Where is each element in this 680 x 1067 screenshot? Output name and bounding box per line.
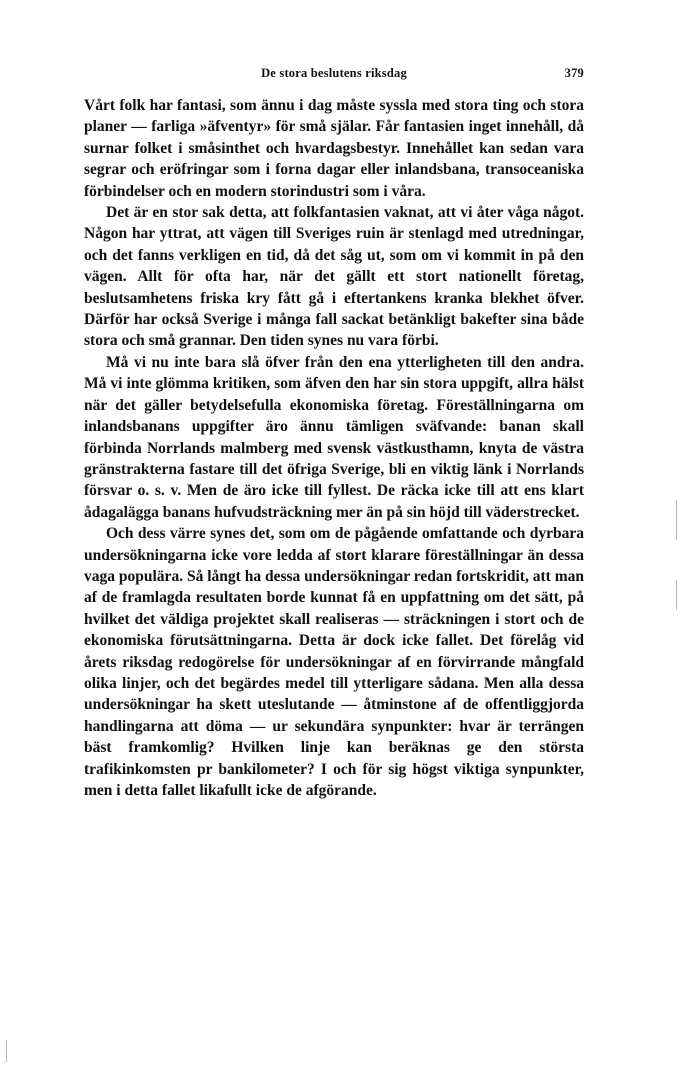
paragraph-2: Det är en stor sak detta, att folkfantasien vaknat, att vi åter våga något. Någon har yttrat, att vägen till Sveriges ruin är stenlagd med utredningar, och det fanns verkligen en tid, då det såg ut, som om vi kommit in på den vägen. Allt för ofta har, när det gällt ett stort nationellt företag, beslutsamhetens friska kry fått gå i eftertankens kranka blekhet öfver. Därför har också Sverige i många fall sackat betänkligt bakefter sina både stora och små grannar. Den tiden synes nu vara förbi. — [84, 204, 584, 350]
page-number: 379 — [564, 66, 584, 80]
scan-edge-mark — [676, 500, 677, 540]
running-title: De stora beslutens riksdag — [261, 66, 407, 80]
running-head — [84, 66, 584, 86]
paragraph-4: Och dess värre synes det, som om de pågående omfattande och dyrbara undersökningarna icke vore ledda af stort klarare föreställningar än dessa vaga populära. Så långt ha dessa undersökningar redan fortskridit, att man af de framlagda resultaten borde kunnat få en uppfattning om det sätt, på hvilket det väldiga projektet skall realiseras — sträckningen i stort och de ekonomiska förutsättningarna. Detta är dock icke fallet. Det förelåg vid årets riksdag redogörelse för undersökningar af en förvirrande mångfald olika linjer, och det begärdes medel till ytterligare sådana. Men alla dessa undersökningar ha skett uteslutande — åtminstone af de offentliggjorda handlingarna att döma — ur sekundära synpunkter: hvar är terrängen bäst framkomlig? Hvilken linje kan beräknas ge den största trafikinkomsten pr bankilometer? I och för sig högst viktiga synpunkter, men i detta fallet likafullt icke de afgörande. — [84, 525, 584, 799]
scan-edge-mark — [676, 580, 677, 610]
paragraph-1: Vårt folk har fantasi, som ännu i dag måste syssla med stora ting och stora planer — farliga »äfventyr» för små själar. Får fantasien inget innehåll, då surnar folket i småsinthet och hvardagsbestyr. Innehållet kan sedan vara segrar och eröfringar som i forna dagar eller inlandsbana, transoceaniska förbindelser och en modern storindustri som i våra. — [84, 97, 584, 200]
body-text — [84, 95, 584, 801]
paragraph-3: Må vi nu inte bara slå öfver från den ena ytterligheten till den andra. Må vi inte glömma kritiken, som äfven den har sin stora uppgift, allra hälst när det gäller betydelsefulla ekonomiska företag. Föreställningarna om inlandsbanans uppgifter äro ännu tämligen sväfvande: banan skall förbinda Norrlands malmberg med svensk västkusthamn, knyta de västra gränstrakterna fastare till det öfriga Sverige, bli en viktig länk i Norrlands försvar o. s. v. Men de äro icke till fyllest. De räcka icke till att ens klart ådagalägga banans hufvudsträckning mer än på sin höjd till väderstrecket. — [84, 353, 584, 521]
scan-edge-mark — [6, 1040, 7, 1062]
